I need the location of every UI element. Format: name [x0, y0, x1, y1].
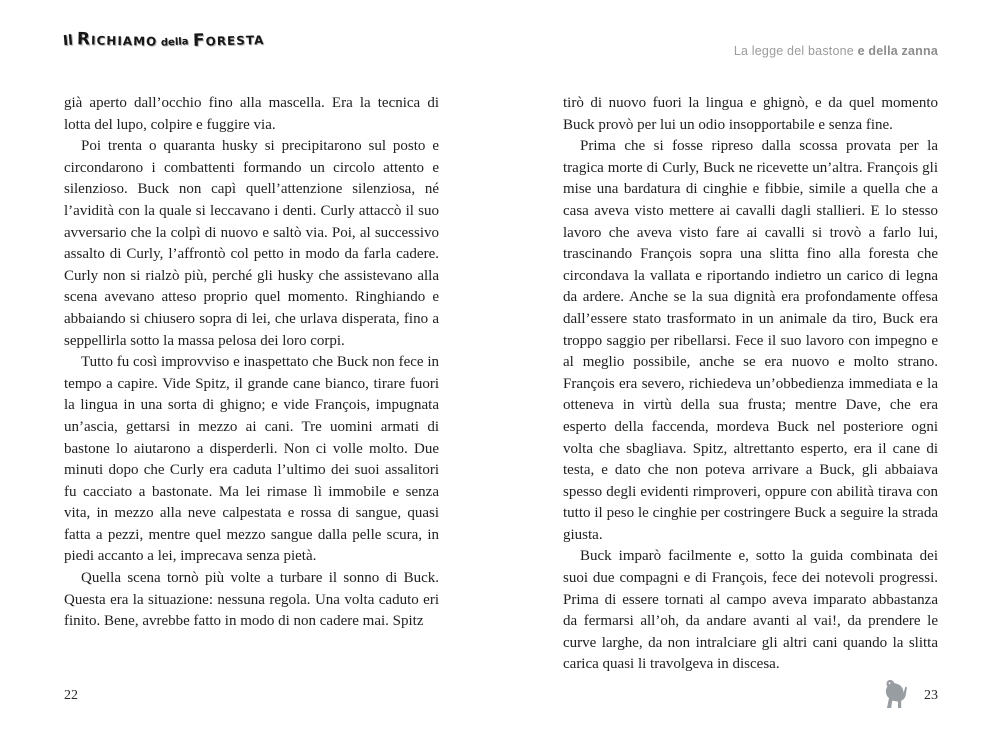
logo-word-il: Il: [62, 32, 74, 50]
paragraph: Poi trenta o quaranta husky si precipitarono sul posto e circondarono i combattenti formando un circolo attento e silenzioso. Buck non capì quell’attenzione silenziosa, né l’avidità con la quale si leccavano i denti. Curly attaccò il suo avversario che la colpì di nuovo e saltò via. Poi, al successivo assalto di Curly, l’affrontò col petto in modo da farla cadere. Curly non si rialzò più, perché gli husky che assistevano alla scena avevano atteso proprio quel momento. Ringhiando e abbaiando si chiusero sopra di lei, che urlava disperata, fino a seppellirla sotto la massa pelosa dei loro corpi.: [64, 138, 439, 349]
chapter-title-bold: e della zanna: [857, 44, 938, 58]
page-number-right: 23: [924, 688, 938, 703]
paragraph: Tutto fu così improvviso e inaspettato che Buck non fece in tempo a capire. Vide Spitz, il grande cane bianco, tirare fuori la lingua in una sorta di ghigno; e vide François, impugnata un’ascia, gettarsi in mezzo ai cani. Tre uomini armati di bastone lo aiutarono a disperderli. Non ci volle molto. Due minuti dopo che Curly era caduta l’ultimo dei suoi assalitori fu cacciato a bastonate. Ma lei rimase lì immobile e senza vita, in mezzo alla neve calpestata e rossa di sangue, quasi fatta a pezzi, mentre quel mezzo sangue dalla pelle scura, in piedi accanto a lei, imprecava senza pietà.: [64, 354, 439, 565]
page-left-column: [64, 93, 439, 633]
chapter-title-regular: La legge del bastone: [733, 44, 858, 58]
paragraph: tirò di nuovo fuori la lingua e ghignò, e da quel momento Buck provò per lui un odio insopportabile e senza fine.: [563, 95, 938, 133]
logo-word-richiamo: Richiamo: [76, 29, 158, 51]
page-right-column: [563, 93, 938, 676]
logo-word-foresta: Foresta: [192, 29, 265, 51]
logo-word-della: della: [161, 36, 190, 49]
chapter-title: [734, 44, 938, 58]
dog-illustration-icon: [882, 674, 908, 710]
paragraph: Prima che si fosse ripreso dalla scossa provata per la tragica morte di Curly, Buck ne ricevette un’altra. François gli mise una bardatura di cinghie e fibbie, simile a quella che a casa aveva visto mettere ai cavalli dagli stallieri. E lo stesso lavoro che aveva visto fare ai cavalli si trovò a farlo lui, trascinando François sopra una slitta fino alla foresta che circondava la vallata e riportando indietro un carico di legna da ardere. Anche se la sua dignità era profondamente offesa dall’essere stato trasformato in un animale da tiro, Buck era troppo saggio per ribellarsi. Fece il suo lavoro con impegno e al meglio possibile, anche se era nuovo e molto strano. François era severo, richiedeva un’obbedienza immediata e la otteneva in virtù della sua frusta; mentre Dave, che era esperto della faccenda, mordeva Buck nel posteriore ogni volta che sbagliava. Spitz, altrettanto esperto, era il cane di testa, e dato che non poteva arrivare a Buck, gli abbaiava spesso degli evidenti rimproveri, oppure con abilità tirava con tutto il peso le cinghie per costringere Buck a seguire la strada giusta.: [563, 138, 938, 543]
page-number-left: 22: [64, 688, 78, 703]
paragraph: Quella scena tornò più volte a turbare il sonno di Buck. Questa era la situazione: nessuna regola. Una volta caduto eri finito. Bene, avrebbe fatto in modo di non cadere mai. Spitz: [64, 570, 439, 630]
book-logo: [63, 30, 264, 50]
paragraph: Buck imparò facilmente e, sotto la guida combinata dei suoi due compagni e di François, fece dei notevoli progressi. Prima di essere tornati al campo aveva imparato abbastanza da fermarsi all’oh, da andare avanti al vai!, da prendere le curve larghe, da non intralciare gli altri cani quando la slitta carica quasi li travolgeva in discesa.: [563, 548, 938, 673]
paragraph: già aperto dall’occhio fino alla mascella. Era la tecnica di lotta del lupo, colpire e fuggire via.: [64, 95, 439, 133]
